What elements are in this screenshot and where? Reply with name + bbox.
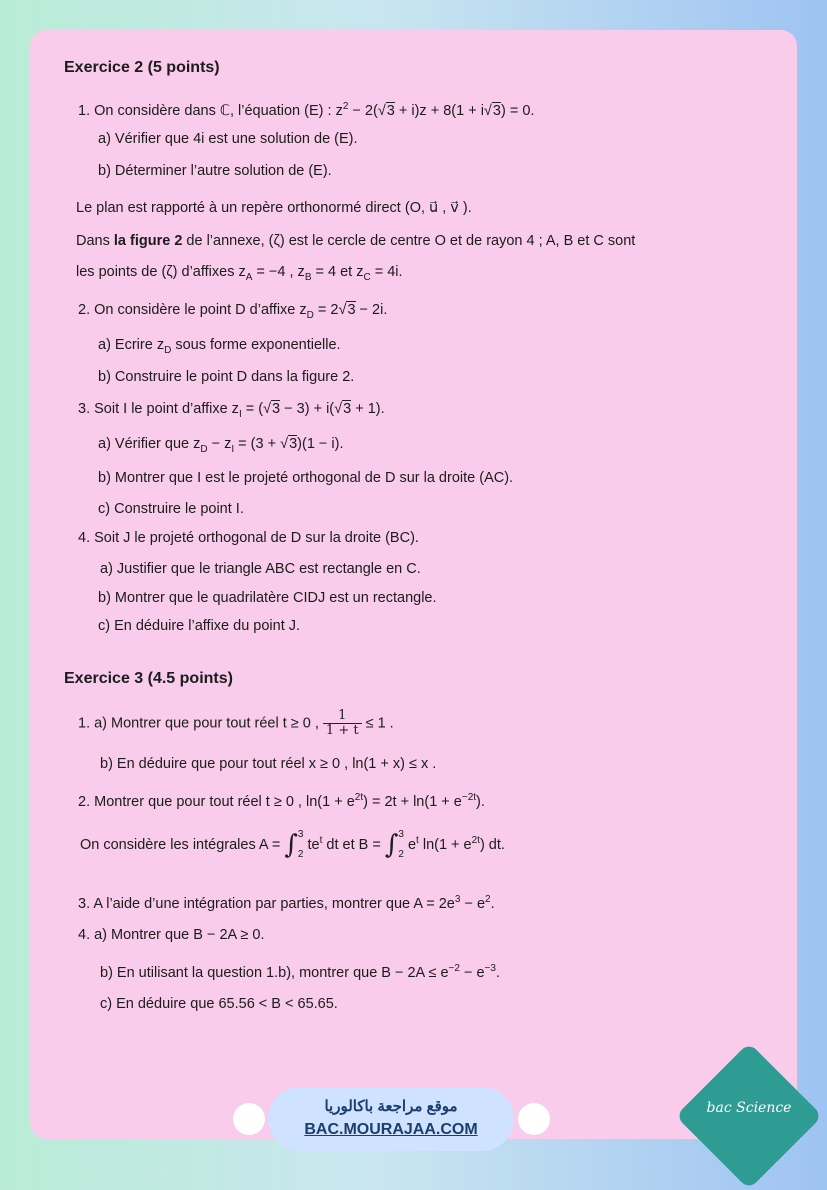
exercise-2-title: Exercice 2 (5 points) bbox=[64, 59, 220, 76]
ex2-q3a: a) Vérifier que $z_D - z_I = (3 + √3)(1 - i)$. bbox=[98, 436, 344, 455]
ex3-q4c: c) En déduire que 65.56 < B < 65.65. bbox=[100, 996, 338, 1012]
ex2-q1a: a) Vérifier que 4i est une solution de (E). bbox=[98, 131, 358, 147]
ex2-plan: Le plan est rapporté à un repère orthonormé direct (O, u⃗ , v⃗ ). bbox=[76, 200, 472, 216]
integral-sign: ∫ bbox=[384, 830, 399, 860]
integral-sign: ∫ bbox=[284, 830, 298, 860]
footer-url-link[interactable]: BAC.MOURAJAA.COM bbox=[304, 1121, 478, 1138]
ex3-q4b: b) En utilisant la question 1.b), montrer que $B - 2A \le e^{-2} - e^{-3}$. bbox=[100, 963, 500, 981]
ex2-q3b: b) Montrer que I est le projeté orthogonal de D sur la droite (AC). bbox=[98, 470, 514, 486]
ex2-q2a: a) Ecrire $z_D$ sous forme exponentielle. bbox=[98, 337, 341, 356]
ex3-q2: 2. Montrer que pour tout réel t ≥ 0 , $\ln(1 + e^{2t}) = 2t + \ln(1 + e^{-2t})$. bbox=[78, 792, 485, 810]
ex2-q4b: b) Montrer que le quadrilatère CIDJ est un rectangle. bbox=[98, 590, 437, 606]
ex3-q1a: 1. a) Montrer que pour tout réel t ≥ 0 , $\frac{1}{1 + t}$ ≤ 1 . bbox=[78, 708, 394, 739]
badge-text: bac Science bbox=[706, 1100, 792, 1116]
footer-arabic-text: موقع مراجعة باكالوريا bbox=[324, 1098, 458, 1115]
ex2-q1: 1. On considère dans ℂ, l’équation (E) : $z^2 - 2(√3 + i)z + 8(1 + i√3) = 0$. bbox=[78, 101, 535, 119]
exam-page bbox=[30, 30, 797, 1139]
ex2-q3c: c) Construire le point I. bbox=[98, 501, 244, 517]
ex2-q2: 2. On considère le point D d’affixe $z_D = 2√3 - 2i$. bbox=[78, 302, 388, 321]
ex2-q3: 3. Soit I le point d’affixe $z_I = (√3 - 3) + i(√3 + 1)$. bbox=[78, 401, 385, 420]
footer-banner[interactable] bbox=[268, 1087, 514, 1151]
ex2-q1b: b) Déterminer l’autre solution de (E). bbox=[98, 163, 332, 179]
ex2-q2b: b) Construire le point D dans la figure 2. bbox=[98, 369, 355, 385]
site-logo-right bbox=[518, 1103, 550, 1135]
ex2-q4c: c) En déduire l’affixe du point J. bbox=[98, 618, 301, 634]
ex3-integrals: On considère les intégrales A = ∫3 2 $te^t$ dt et B = ∫3 2 $e^t$ $\ln(1 + e^{2t})$ dt. bbox=[80, 829, 505, 860]
fraction: $\frac{1}{1 + t}$ bbox=[323, 709, 362, 739]
ex2-points-line: les points de (ζ) d’affixes $z_A = -4$ , $z_B = 4$ et $z_C = 4i$. bbox=[76, 264, 403, 283]
ex2-q4a: a) Justifier que le triangle ABC est rectangle en C. bbox=[100, 561, 421, 577]
exercise-3-title: Exercice 3 (4.5 points) bbox=[64, 670, 233, 687]
ex3-q3: 3. A l’aide d’une intégration par parties, montrer que $A = 2e^3 - e^2$. bbox=[78, 894, 495, 912]
ex3-q4a: 4. a) Montrer que B − 2A ≥ 0. bbox=[78, 927, 265, 943]
ex2-figure-line: Dans la figure 2 de l’annexe, (ζ) est le cercle de centre O et de rayon 4 ; A, B et C sont bbox=[76, 233, 636, 249]
ex3-q1b: b) En déduire que pour tout réel x ≥ 0 , ln(1 + x) ≤ x . bbox=[100, 756, 437, 772]
site-logo-left bbox=[233, 1103, 265, 1135]
ex2-q4: 4. Soit J le projeté orthogonal de D sur la droite (BC). bbox=[78, 530, 419, 546]
